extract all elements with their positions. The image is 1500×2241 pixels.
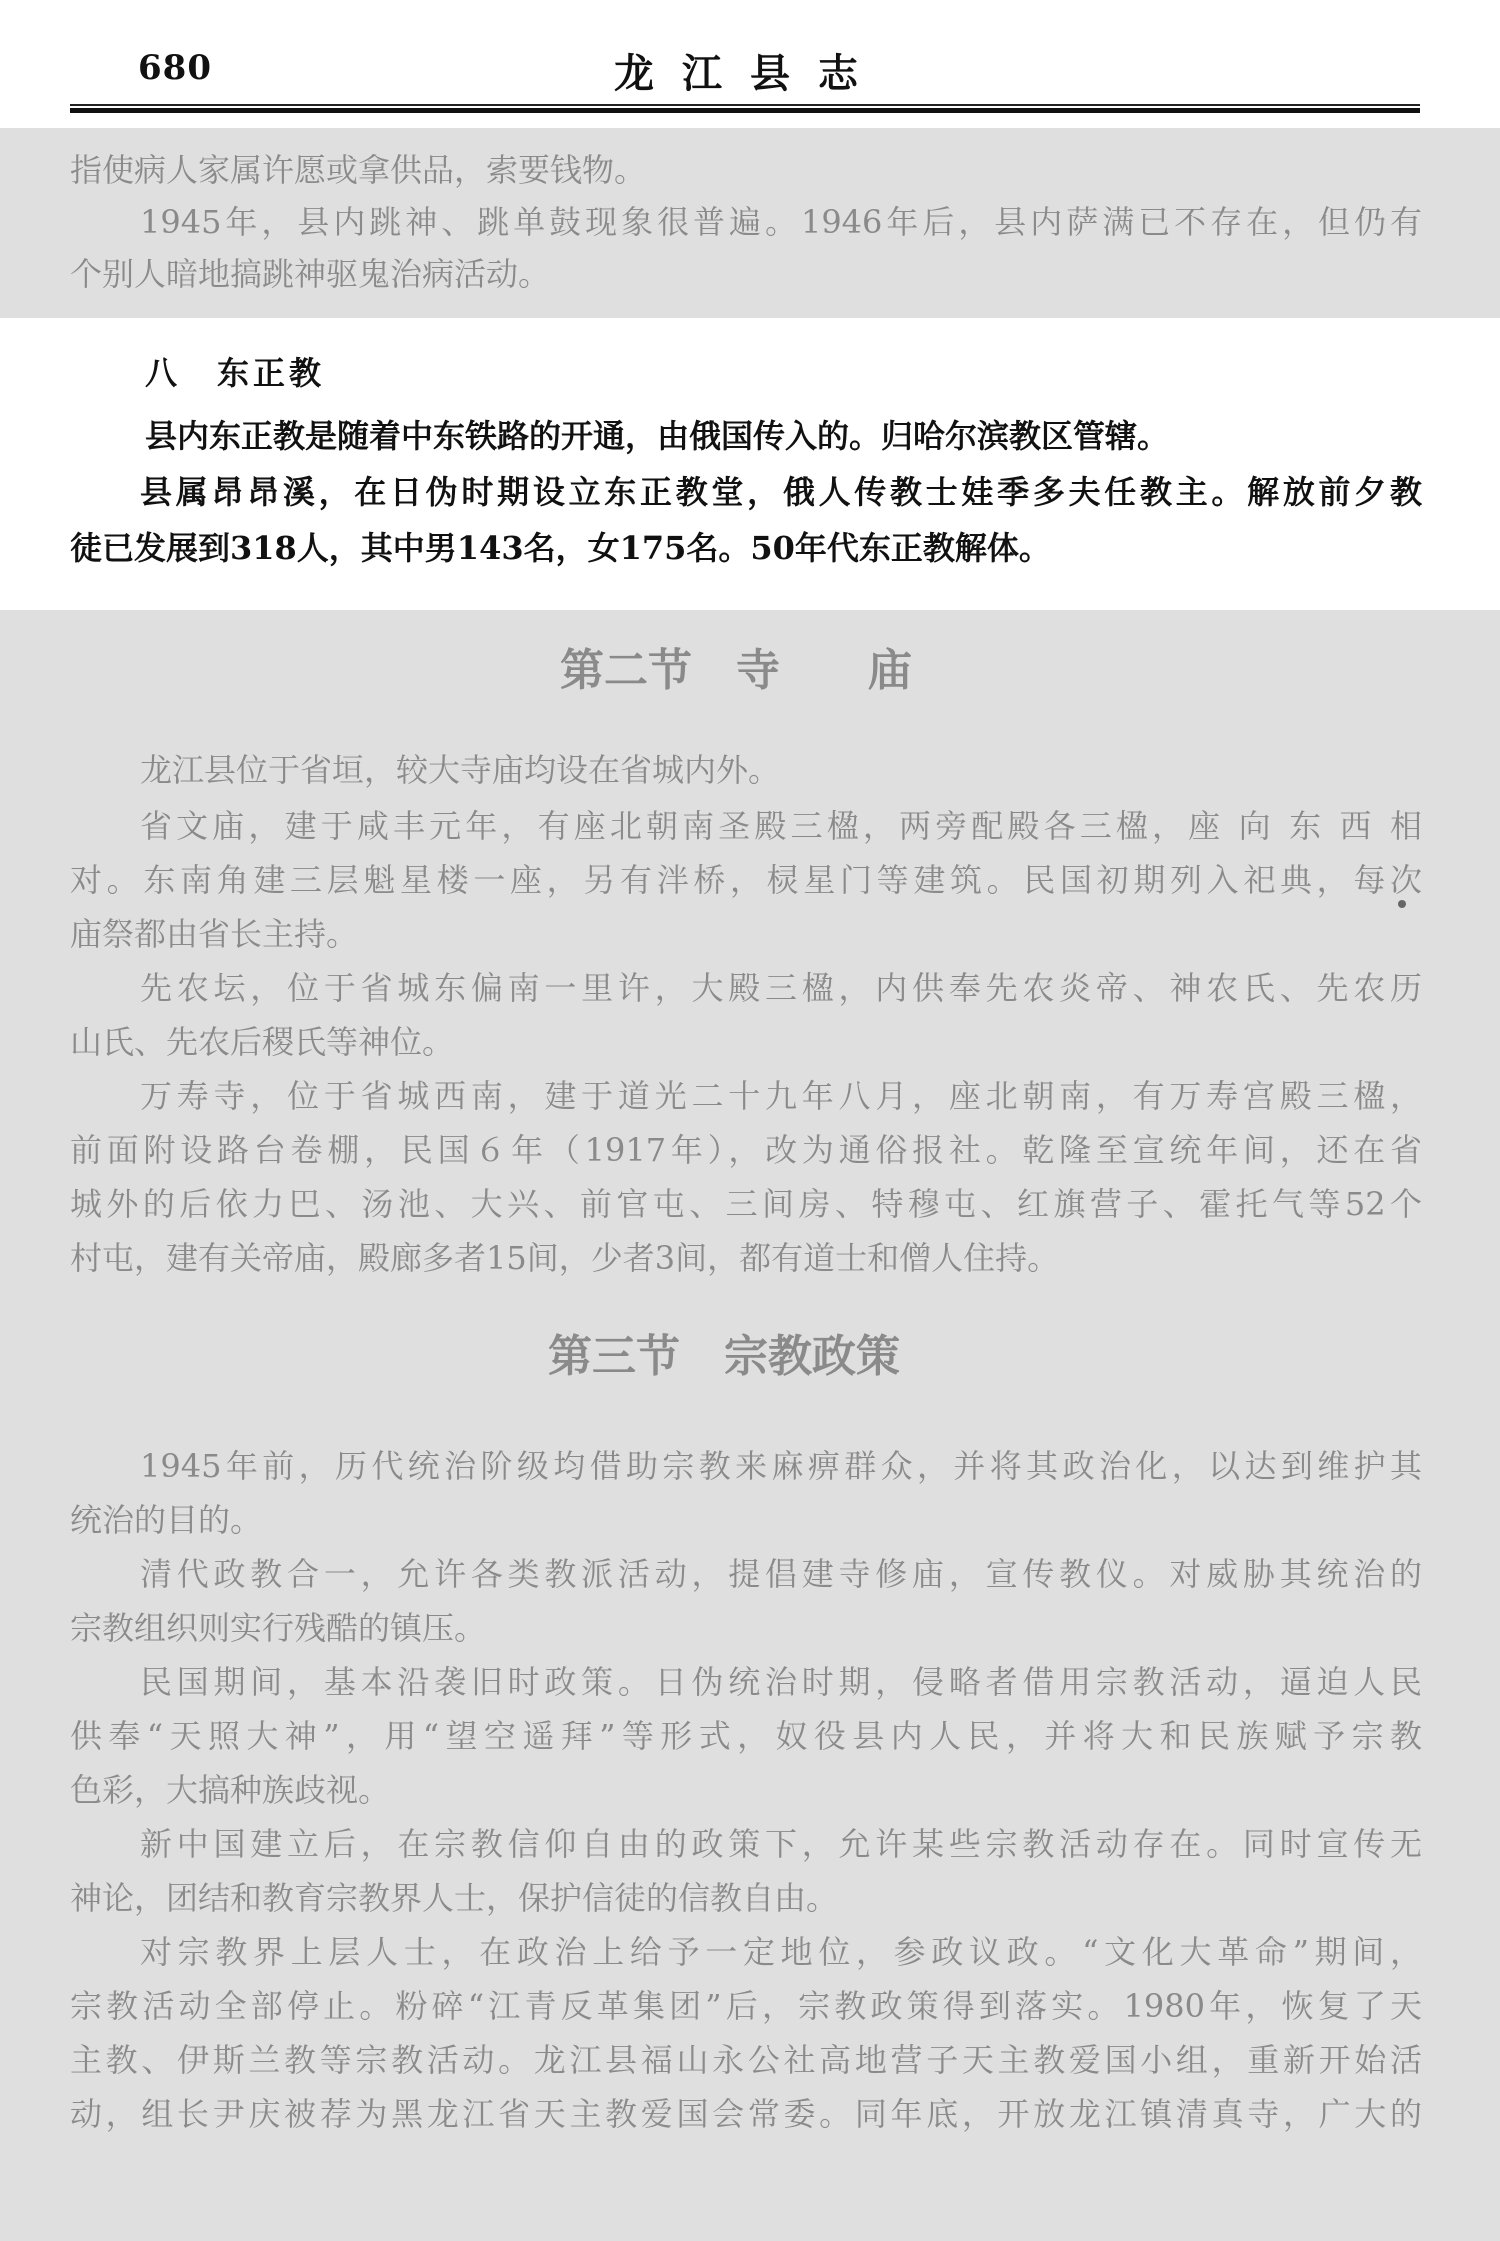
paragraph-line: 山氏、先农后稷氏等神位。 [70, 1023, 455, 1061]
paragraph-line: 色彩，大搞种族歧视。 [70, 1771, 391, 1809]
header-rule-thick [70, 108, 1420, 113]
section-title: 第三节 宗教政策 [548, 1331, 900, 1382]
ink-speck [1398, 900, 1406, 908]
paragraph-line: 1945年，县内跳神、跳单鼓现象很普遍。1946年后，县内萨满已不存在，但仍有 [140, 203, 1422, 241]
page-header [0, 0, 1500, 120]
paragraph-line: 个别人暗地搞跳神驱鬼治病活动。 [70, 255, 551, 293]
header-rule-thin [70, 104, 1420, 106]
paragraph-line: 供奉“天照大神”，用“望空遥拜”等形式，奴役县内人民，并将大和民族赋予宗教 [70, 1717, 1422, 1755]
paragraph-line: 前面附设路台卷棚，民国６年（1917年），改为通俗报社。乾隆至宣统年间，还在省 [70, 1131, 1422, 1169]
paragraph-line: 城外的后依力巴、汤池、大兴、前官屯、三间房、特穆屯、红旗营子、霍托气等52个 [70, 1185, 1422, 1223]
subsection-heading: 八 东正教 [145, 354, 326, 392]
section-title: 第二节 寺 庙 [560, 645, 912, 696]
paragraph-line: 县属昂昂溪，在日伪时期设立东正教堂，俄人传教士娃季多夫任教主。解放前夕教 [140, 473, 1422, 511]
paragraph-line: 龙江县位于省垣，较大寺庙均设在省城内外。 [140, 751, 781, 789]
paragraph-line: 指使病人家属许愿或拿供品，索要钱物。 [70, 151, 647, 189]
paragraph-line: 动，组长尹庆被荐为黑龙江省天主教爱国会常委。同年底，开放龙江镇清真寺，广大的 [70, 2095, 1422, 2133]
paragraph-line: 神论，团结和教育宗教界人士，保护信徒的信教自由。 [70, 1879, 839, 1917]
page-number: 680 [138, 48, 212, 88]
paragraph-line: 徒已发展到318人，其中男143名，女175名。50年代东正教解体。 [70, 529, 1051, 567]
paragraph-line: 宗教活动全部停止。粉碎“江青反革集团”后，宗教政策得到落实。1980年，恢复了天 [70, 1987, 1422, 2025]
book-title: 龙江县志 [614, 50, 886, 97]
paragraph-line: 万寿寺，位于省城西南，建于道光二十九年八月，座北朝南，有万寿宫殿三楹， [140, 1077, 1422, 1115]
paragraph-line: 县内东正教是随着中东铁路的开通，由俄国传入的。归哈尔滨教区管辖。 [145, 417, 1170, 455]
paragraph-line: 对。东南角建三层魁星楼一座，另有泮桥，棂星门等建筑。民国初期列入祀典，每次 [70, 861, 1422, 899]
paragraph-line: 统治的目的。 [70, 1501, 263, 1539]
paragraph-line: 主教、伊斯兰教等宗教活动。龙江县福山永公社高地营子天主教爱国小组，重新开始活 [70, 2041, 1422, 2079]
paragraph-line: 1945年前，历代统治阶级均借助宗教来麻痹群众，并将其政治化，以达到维护其 [140, 1447, 1422, 1485]
paragraph-line: 清代政教合一，允许各类教派活动，提倡建寺修庙，宣传教仪。对威胁其统治的 [140, 1555, 1422, 1593]
paragraph-line: 庙祭都由省长主持。 [70, 915, 359, 953]
paragraph-line: 对宗教界上层人士，在政治上给予一定地位，参政议政。“文化大革命”期间， [140, 1933, 1422, 1971]
paragraph-line: 民国期间，基本沿袭旧时政策。日伪统治时期，侵略者借用宗教活动，逼迫人民 [140, 1663, 1422, 1701]
paragraph-line: 省文庙，建于咸丰元年，有座北朝南圣殿三楹，两旁配殿各三楹，座 向 东 西 相 [140, 807, 1422, 845]
paragraph-line: 先农坛，位于省城东偏南一里许，大殿三楹，内供奉先农炎帝、神农氏、先农历 [140, 969, 1422, 1007]
paragraph-line: 新中国建立后，在宗教信仰自由的政策下，允许某些宗教活动存在。同时宣传无 [140, 1825, 1422, 1863]
paragraph-line: 宗教组织则实行残酷的镇压。 [70, 1609, 487, 1647]
paragraph-line: 村屯，建有关帝庙，殿廊多者15间，少者3间，都有道士和僧人住持。 [70, 1239, 1060, 1277]
